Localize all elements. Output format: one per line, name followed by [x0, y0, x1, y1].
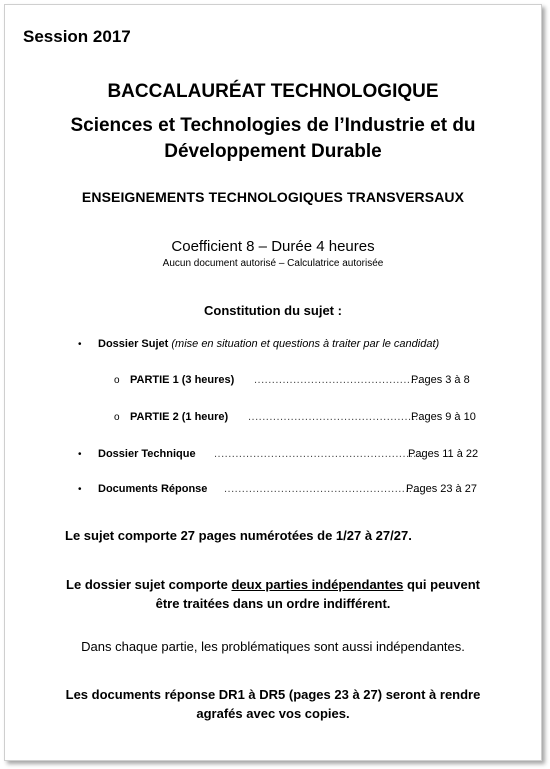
partie1-pages: Pages 3 à 8	[411, 374, 470, 386]
dossier-technique-pages: Pages 11 à 22	[408, 448, 479, 460]
allowed-materials: Aucun document autorisé – Calculatrice autorisée	[162, 258, 384, 269]
exam-title: BACCALAURÉAT TECHNOLOGIQUE	[107, 81, 439, 102]
page-count-note: Le sujet comporte 27 pages numérotées de 1/27 à 27/27.	[65, 528, 412, 543]
bullet-icon: •	[78, 484, 82, 495]
bullet-icon: •	[78, 339, 82, 350]
leader-dots: ...............................................	[254, 374, 422, 386]
circle-bullet-icon: o	[114, 412, 120, 423]
parts-note-end: qui peuvent être traitées dans un ordre indifférent.	[155, 577, 480, 611]
exam-subject: ENSEIGNEMENTS TECHNOLOGIQUES TRANSVERSAUX	[81, 189, 465, 205]
coefficient-duration: Coefficient 8 – Durée 4 heures	[171, 238, 375, 255]
documents-reponse-pages: Pages 23 à 27	[406, 483, 477, 495]
independence-note: Dans chaque partie, les problématiques sont aussi indépendantes.	[81, 639, 465, 654]
circle-bullet-icon: o	[114, 375, 120, 386]
leader-dots: ...........................................................	[214, 448, 424, 460]
dossier-sujet-item	[98, 338, 439, 350]
partie2-label: PARTIE 2 (1 heure)	[130, 411, 229, 423]
dossier-sujet-label: Dossier Sujet	[98, 338, 169, 350]
parts-note-underlined: deux parties indépendantes	[231, 577, 404, 592]
exam-cover-page	[4, 4, 542, 761]
dossier-sujet-note: (mise en situation et questions à traiter par le candidat)	[171, 338, 440, 350]
parts-note	[5, 575, 541, 613]
leader-dots: .................................................	[248, 411, 423, 423]
exam-specialty	[5, 113, 541, 165]
session-label: Session 2017	[23, 27, 131, 46]
dossier-technique-label: Dossier Technique	[98, 448, 196, 460]
parts-note-start: Le dossier sujet comporte	[66, 577, 232, 592]
partie1-label: PARTIE 1 (3 heures)	[130, 374, 235, 386]
leader-dots: ........................................................	[224, 483, 424, 495]
partie2-pages: Pages 9 à 10	[411, 411, 476, 423]
specialty-line-1: Sciences et Technologies de l’Industrie et du	[70, 115, 476, 136]
specialty-line-2: Développement Durable	[164, 141, 382, 162]
documents-reponse-label: Documents Réponse	[98, 483, 208, 495]
documents-note: Les documents réponse DR1 à DR5 (pages 23 à 27) seront à rendre agrafés avec vos copies.	[65, 687, 481, 721]
constitution-heading: Constitution du sujet :	[204, 303, 342, 318]
bullet-icon: •	[78, 449, 82, 460]
